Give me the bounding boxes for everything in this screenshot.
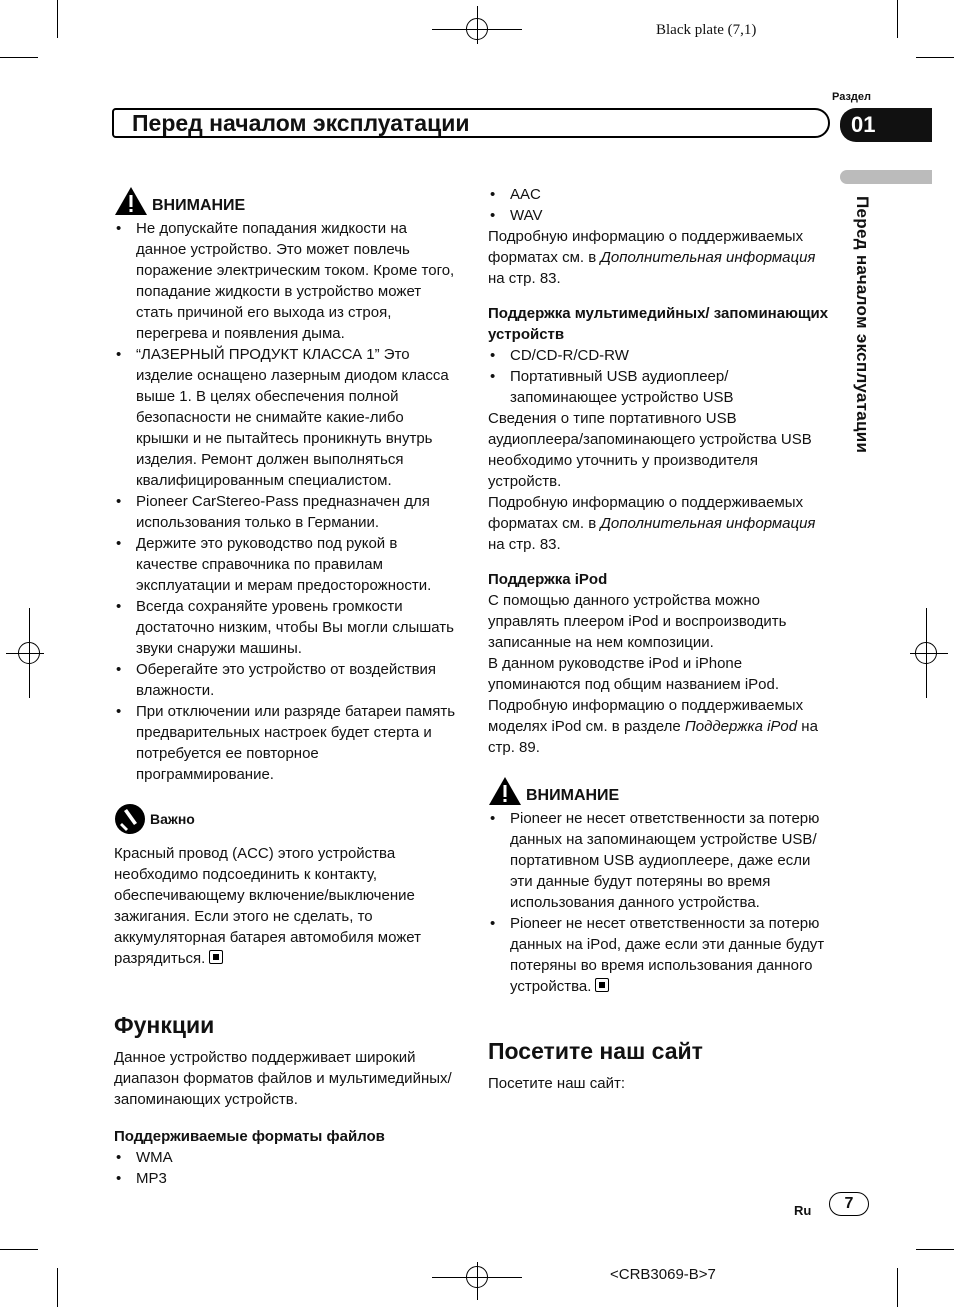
end-mark-icon bbox=[595, 978, 609, 992]
text: на стр. 89. bbox=[488, 718, 818, 756]
important-body: Красный провод (ACC) этого устройства необходимо подсоединить к контакту, обеспечивающему включение/выключение зажигания. Если этого не сделать, то аккумуляторная батарея автомобиля может разрядиться. bbox=[114, 845, 422, 967]
warning-title: ВНИМАНИЕ bbox=[152, 197, 246, 214]
list-item: • Портативный USB аудиоплеер/запоминающее устройство USB bbox=[488, 366, 832, 408]
list-item: • Pioneer не несет ответственности за потерю данных на запоминающем устройстве USB/портативном USB аудиоплеере, даже если эти данные будут потеряны во время использования данного устройства. bbox=[488, 808, 832, 913]
crop-mark bbox=[57, 0, 58, 38]
list-item bbox=[488, 913, 832, 997]
side-tab bbox=[840, 170, 932, 184]
crop-mark bbox=[916, 57, 954, 58]
formats-list bbox=[114, 1147, 458, 1189]
important-heading bbox=[114, 803, 458, 835]
formats-heading: Поддерживаемые форматы файлов bbox=[114, 1128, 385, 1145]
warning-heading bbox=[114, 186, 458, 216]
left-column bbox=[114, 186, 458, 1189]
visit-text: Посетите наш сайт: bbox=[488, 1075, 626, 1092]
reference-link: Дополнительная информация bbox=[600, 515, 816, 532]
media-text: Сведения о типе портативного USB аудиоплеера/запоминающего устройства USB необходимо уточнить у производителя устройств. bbox=[488, 410, 812, 490]
list-item: • MP3 bbox=[114, 1168, 458, 1189]
list-item: • WMA bbox=[114, 1147, 458, 1168]
list-item: • Всегда сохраняйте уровень громкости достаточно низким, чтобы Вы могли слышать звуки снаружи машины. bbox=[114, 596, 458, 659]
list-item: • Не допускайте попадания жидкости на данное устройство. Это может повлечь поражение электрическим током. Кроме того, попадание жидкости в устройство может стать причиной его выхода из строя, перегрева и появления дыма. bbox=[114, 218, 458, 344]
list-item: • AAC bbox=[488, 184, 832, 205]
language-label: Ru bbox=[794, 1203, 812, 1218]
registration-line bbox=[29, 608, 30, 698]
registration-line bbox=[926, 608, 927, 698]
text: на стр. 83. bbox=[488, 270, 561, 287]
crop-mark bbox=[57, 1268, 58, 1307]
warning-list bbox=[114, 218, 458, 785]
ipod-text: В данном руководстве iPod и iPhone упоминаются под общим названием iPod. bbox=[488, 655, 780, 693]
warning-list bbox=[488, 808, 832, 997]
reference-link: Поддержка iPod bbox=[684, 718, 798, 735]
page-title: Перед началом эксплуатации bbox=[132, 110, 470, 136]
important-title: Важно bbox=[150, 810, 195, 827]
ipod-info bbox=[488, 695, 832, 758]
ipod-heading: Поддержка iPod bbox=[488, 571, 608, 588]
text: Подробную информацию о поддерживаемых форматах см. в bbox=[488, 494, 804, 532]
text: Подробную информацию о поддерживаемых моделях iPod см. в разделе bbox=[488, 697, 804, 735]
registration-line bbox=[910, 653, 948, 654]
list-item-text: Pioneer не несет ответственности за потерю данных на iPod, даже если эти данные будут потеряны во время использования данного устройства. bbox=[510, 915, 825, 995]
formats-info bbox=[488, 226, 832, 289]
crop-mark bbox=[916, 1249, 954, 1250]
ipod-text: С помощью данного устройства можно управлять плеером iPod и воспроизводить записанные на нем композиции. bbox=[488, 592, 787, 651]
crop-mark bbox=[0, 57, 38, 58]
list-item: • Pioneer CarStereo-Pass предназначен для использования только в Германии. bbox=[114, 491, 458, 533]
reference-link: Дополнительная информация bbox=[600, 249, 816, 266]
registration-line bbox=[6, 653, 44, 654]
list-item: • WAV bbox=[488, 205, 832, 226]
visit-heading: Посетите наш сайт bbox=[488, 1038, 703, 1064]
functions-heading: Функции bbox=[114, 1012, 215, 1038]
list-item: • “ЛАЗЕРНЫЙ ПРОДУКТ КЛАССА 1” Это изделие оснащено лазерным диодом класса выше 1. В целях обеспечения полной безопасности не снимайте какие-либо крышки и не пытайтесь проникнуть внутрь изделия. Ремонт должен выполняться квалифицированным специалистом. bbox=[114, 344, 458, 491]
text: на стр. 83. bbox=[488, 536, 561, 553]
hand-icon bbox=[114, 803, 146, 835]
media-heading: Поддержка мультимедийных/ запоминающих устройств bbox=[488, 305, 829, 343]
list-item: • CD/CD-R/CD-RW bbox=[488, 345, 832, 366]
functions-text: Данное устройство поддерживает широкий диапазон форматов файлов и мультимедийных/запоминающих устройств. bbox=[114, 1049, 452, 1108]
crop-mark bbox=[0, 1249, 38, 1250]
warning-title: ВНИМАНИЕ bbox=[526, 787, 620, 804]
section-number: 01 bbox=[851, 112, 876, 137]
media-list bbox=[488, 345, 832, 408]
warning-icon bbox=[488, 776, 522, 806]
section-label: Раздел bbox=[832, 91, 871, 103]
registration-line bbox=[477, 1262, 478, 1300]
end-mark-icon bbox=[209, 950, 223, 964]
crop-mark bbox=[897, 0, 898, 38]
right-column bbox=[488, 184, 832, 1094]
warning-icon bbox=[114, 186, 148, 216]
plate-label: Black plate (7,1) bbox=[656, 22, 757, 38]
media-info bbox=[488, 492, 832, 555]
formats-list-continued bbox=[488, 184, 832, 226]
list-item: • Оберегайте это устройство от воздействия влажности. bbox=[114, 659, 458, 701]
list-item: • Держите это руководство под рукой в качестве справочника по правилам эксплуатации и мерам предосторожности. bbox=[114, 533, 458, 596]
important-text bbox=[114, 843, 458, 969]
page-number: 7 bbox=[829, 1192, 869, 1216]
text: Подробную информацию о поддерживаемых форматах см. в bbox=[488, 228, 804, 266]
side-title: Перед началом эксплуатации bbox=[853, 196, 872, 454]
warning-heading bbox=[488, 776, 832, 806]
crop-mark bbox=[897, 1268, 898, 1307]
registration-line bbox=[477, 6, 478, 44]
document-code: <CRB3069-B>7 bbox=[610, 1266, 716, 1283]
list-item: • При отключении или разряде батареи память предварительных настроек будет стерта и потребуется ее повторное программирование. bbox=[114, 701, 458, 785]
